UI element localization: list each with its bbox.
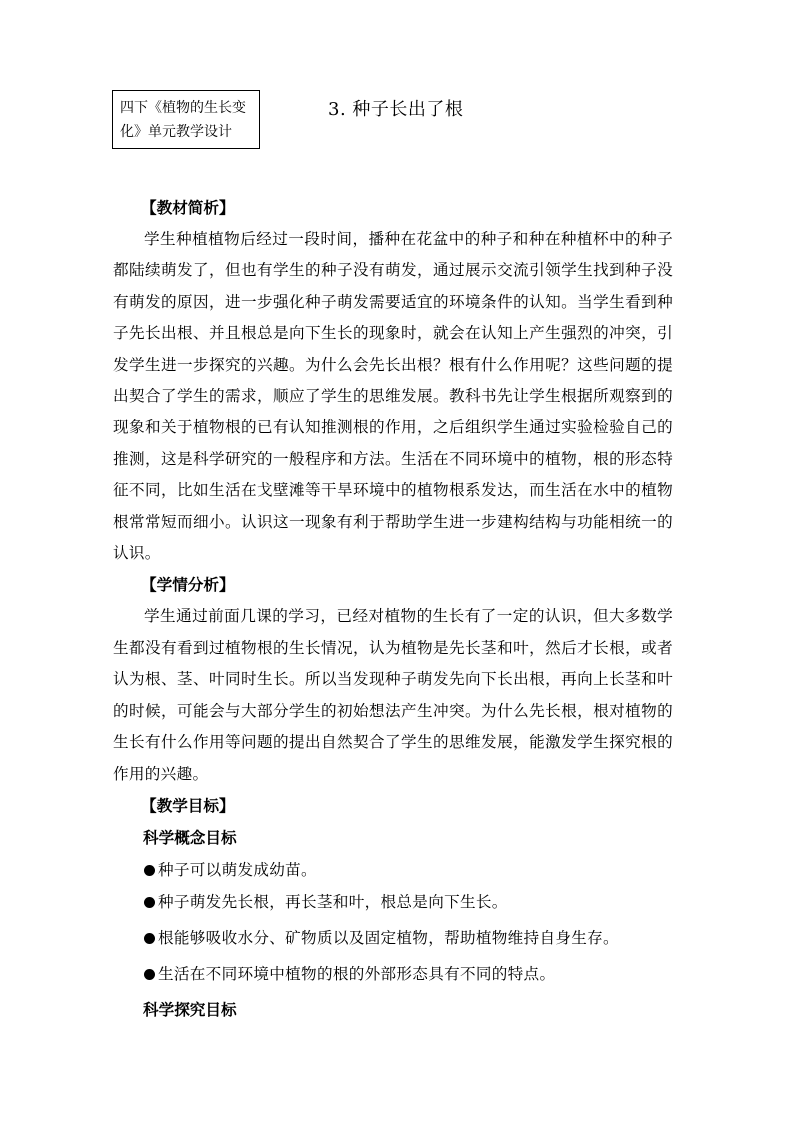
inquiry-goals-heading: 科学探究目标 [143, 999, 237, 1019]
unit-label-box [112, 90, 260, 149]
unit-label-line-1: 四下《植物的生长变 [120, 100, 246, 116]
bullet-dot-icon [144, 865, 155, 876]
learner-analysis-paragraph: 学生通过前面几课的学习，已经对植物的生长有了一定的认识，但大多数学生都没有看到过植物根的生长情况，认为植物是先长茎和叶，然后才长根，或者认为根、茎、叶同时生长。所以当发现种子萌发先向下长出根，再向上长茎和叶的时候，可能会与大部分学生的初始想法产生冲突。为什么先长根，根对植物的生长有什么作用等问题的提出自然契合了学生的思维发展，能激发学生探究根的作用的兴趣。 [113, 607, 673, 783]
list-item [113, 922, 673, 954]
section-heading-goals: 【教学目标】 [141, 795, 235, 815]
page-title: 3. 种子长出了根 [328, 99, 464, 120]
bullet-dot-icon [144, 969, 155, 980]
list-item [113, 886, 673, 918]
list-item [113, 958, 673, 990]
list-item-text: 种子可以萌发成幼苗。 [158, 860, 317, 879]
material-analysis-paragraph: 学生种植植物后经过一段时间，播种在花盆中的种子和种在种植杯中的种子都陆续萌发了，但也有学生的种子没有萌发，通过展示交流引领学生找到种子没有萌发的原因，进一步强化种子萌发需要适宜的环境条件的认知。当学生看到种子先长出根、并且根总是向下生长的现象时，就会在认知上产生强烈的冲突，引发学生进一步探究的兴趣。为什么会先长出根？根有什么作用呢？这些问题的提出契合了学生的需求，顺应了学生的思维发展。教科书先让学生根据所观察到的现象和关于植物根的已有认知推测根的作用，之后组织学生通过实验检验自己的推测，这是科学研究的一般程序和方法。生活在不同环境中的植物，根的形态特征不同，比如生活在戈壁滩等干旱环境中的植物根系发达，而生活在水中的植物根常常短而细小。认识这一现象有利于帮助学生进一步建构结构与功能相统一的认识。 [113, 230, 673, 563]
list-item-text: 种子萌发先长根，再长茎和叶，根总是向下生长。 [158, 892, 508, 911]
concept-goals-heading: 科学概念目标 [143, 827, 237, 847]
section-heading-material: 【教材简析】 [141, 198, 235, 217]
section-heading-learner: 【学情分析】 [141, 575, 235, 595]
bullet-dot-icon [144, 897, 155, 908]
document-body [113, 192, 673, 1026]
list-item [113, 854, 673, 886]
list-item-text: 根能够吸收水分、矿物质以及固定植物，帮助植物维持自身生存。 [158, 928, 619, 947]
list-item-text: 生活在不同环境中植物的根的外部形态具有不同的特点。 [158, 964, 556, 983]
unit-label-line-2: 化》单元教学设计 [120, 124, 232, 140]
bullet-dot-icon [144, 933, 155, 944]
